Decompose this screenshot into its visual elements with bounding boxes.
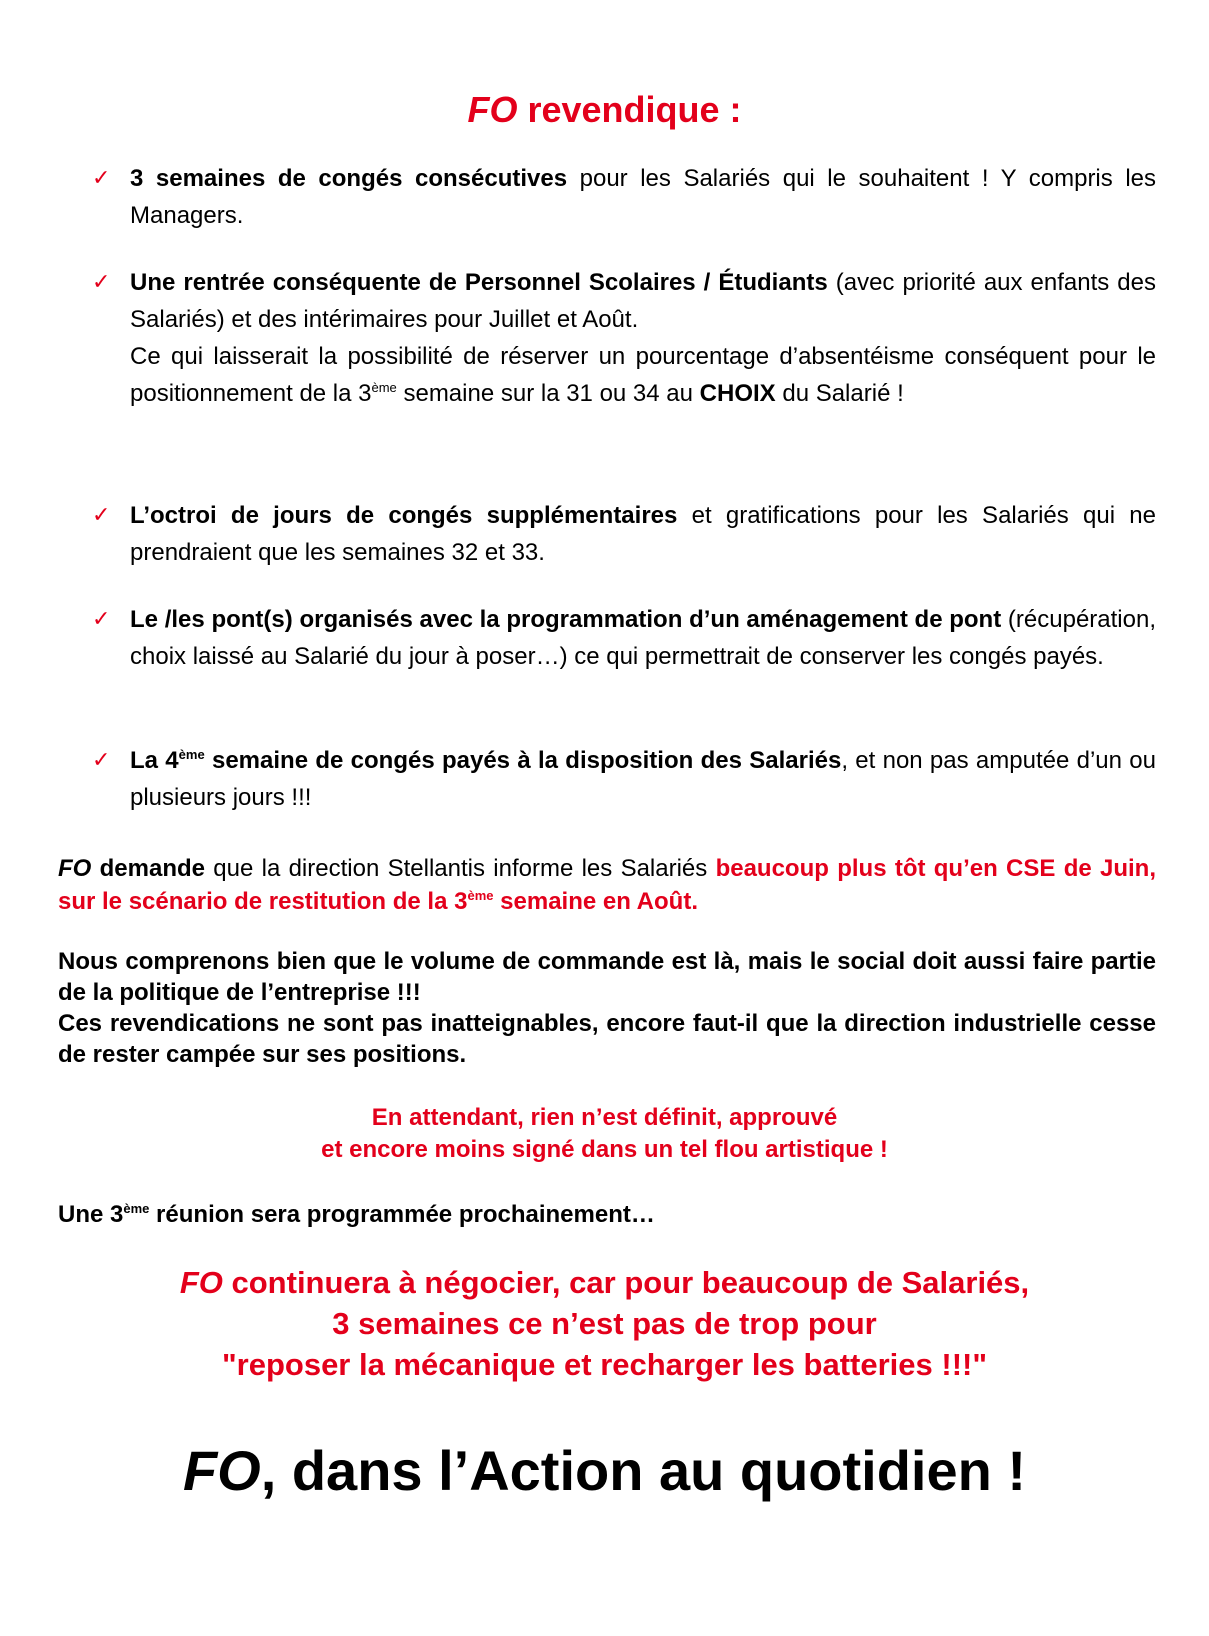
demande-text: que la direction Stellantis informe les Salariés [204,855,716,882]
reunion-line [58,1198,1156,1231]
demand-item-5-text [130,742,1156,816]
page-title [0,88,1209,132]
footer-text: , dans l’Action au quotidien ! [260,1439,1027,1502]
checkmark-icon: ✓ [92,270,111,295]
continuera-line-1: continuera à négocier, car pour beaucoup de Salariés, [222,1265,1030,1300]
continuera-line-2: 3 semaines ce n’est pas de trop pour [332,1306,877,1341]
demand-item-3 [92,497,1156,571]
demand-item-2-detail: Ce qui laisserait la possibilité de réserver un pourcentage d’absentéisme conséquent pour le positionnement de la 3 [130,343,1156,407]
demande-red-b: semaine en Août. [493,888,698,915]
footer-slogan [0,1438,1209,1504]
demand-item-4-rest: (récupération, choix laissé au Salarié du jour à poser…) ce qui permettrait de conserver les congés payés. [130,606,1157,670]
title-fo: FO [467,89,518,130]
demande-paragraph [58,852,1156,918]
demand-item-2-rest: (avec priorité aux enfants des Salariés) et des intérimaires pour Juillet et Août. [130,269,1156,333]
checkmark-icon: ✓ [92,607,111,632]
demand-item-1 [92,160,1156,234]
attendant-block [0,1102,1209,1166]
demand-item-2-text [130,264,1156,412]
demand-item-1-text [130,160,1156,234]
demand-item-2-bold: Une rentrée conséquente de Personnel Scolaires / Étudiants [130,269,828,296]
attendant-line-2: et encore moins signé dans un tel flou artistique ! [321,1136,888,1163]
superscript: ème [371,380,397,395]
checkmark-icon: ✓ [92,748,111,773]
footer-fo: FO [182,1439,261,1502]
demand-item-1-bold: 3 semaines de congés consécutives [130,165,568,192]
demand-item-2 [92,264,1156,412]
demand-item-5-bold-b: semaine de congés payés à la disposition des Salariés [204,747,842,774]
title-text: revendique : [517,89,742,130]
demand-item-4-bold: Le /les pont(s) organisés avec la programmation d’un aménagement de pont [130,606,1002,633]
continuera-line-3: "reposer la mécanique et recharger les batteries !!!" [221,1347,988,1382]
superscript: ème [467,888,494,903]
nous-paragraph [58,946,1156,1070]
continuera-block [0,1262,1209,1385]
checkmark-icon: ✓ [92,166,111,191]
demand-item-3-text [130,497,1156,571]
demand-item-3-rest: et gratifications pour les Salariés qui ne prendraient que les semaines 32 et 33. [130,502,1156,566]
superscript: ème [178,747,205,762]
demand-item-5-bold-a: La 4 [130,747,179,774]
demande-red-a: beaucoup plus tôt qu’en CSE de Juin, sur le scénario de restitution de la 3 [58,855,1156,915]
attendant-line-1: En attendant, rien n’est définit, approuvé [371,1104,838,1131]
demande-bold: demande [91,855,205,882]
demand-item-2-detail-b: semaine sur la 31 ou 34 au [396,380,700,407]
demand-item-5-rest: , et non pas amputée d’un ou plusieurs jours !!! [130,747,1156,811]
demand-item-1-rest: pour les Salariés qui le souhaitent ! Y compris les Managers. [130,165,1157,229]
checkmark-icon: ✓ [92,503,111,528]
choix-bold: CHOIX [699,380,776,407]
nous-line-1: Nous comprenons bien que le volume de commande est là, mais le social doit aussi faire partie de la politique de l’entreprise !!! [58,948,1156,1006]
demand-item-3-bold: L’octroi de jours de congés supplémentaires [130,502,678,529]
superscript: ème [123,1201,150,1216]
demand-item-5 [92,742,1156,816]
demand-item-2-detail-c: du Salarié ! [775,380,904,407]
fo-label: FO [58,855,92,882]
demand-item-4 [92,601,1156,675]
reunion-b: réunion sera programmée prochainement… [149,1201,655,1228]
fo-label: FO [179,1265,223,1300]
demand-item-4-text [130,601,1156,675]
nous-line-2: Ces revendications ne sont pas inatteignables, encore faut-il que la direction industrielle cesse de rester campée sur ses positions. [58,1010,1156,1068]
reunion-a: Une 3 [58,1201,124,1228]
